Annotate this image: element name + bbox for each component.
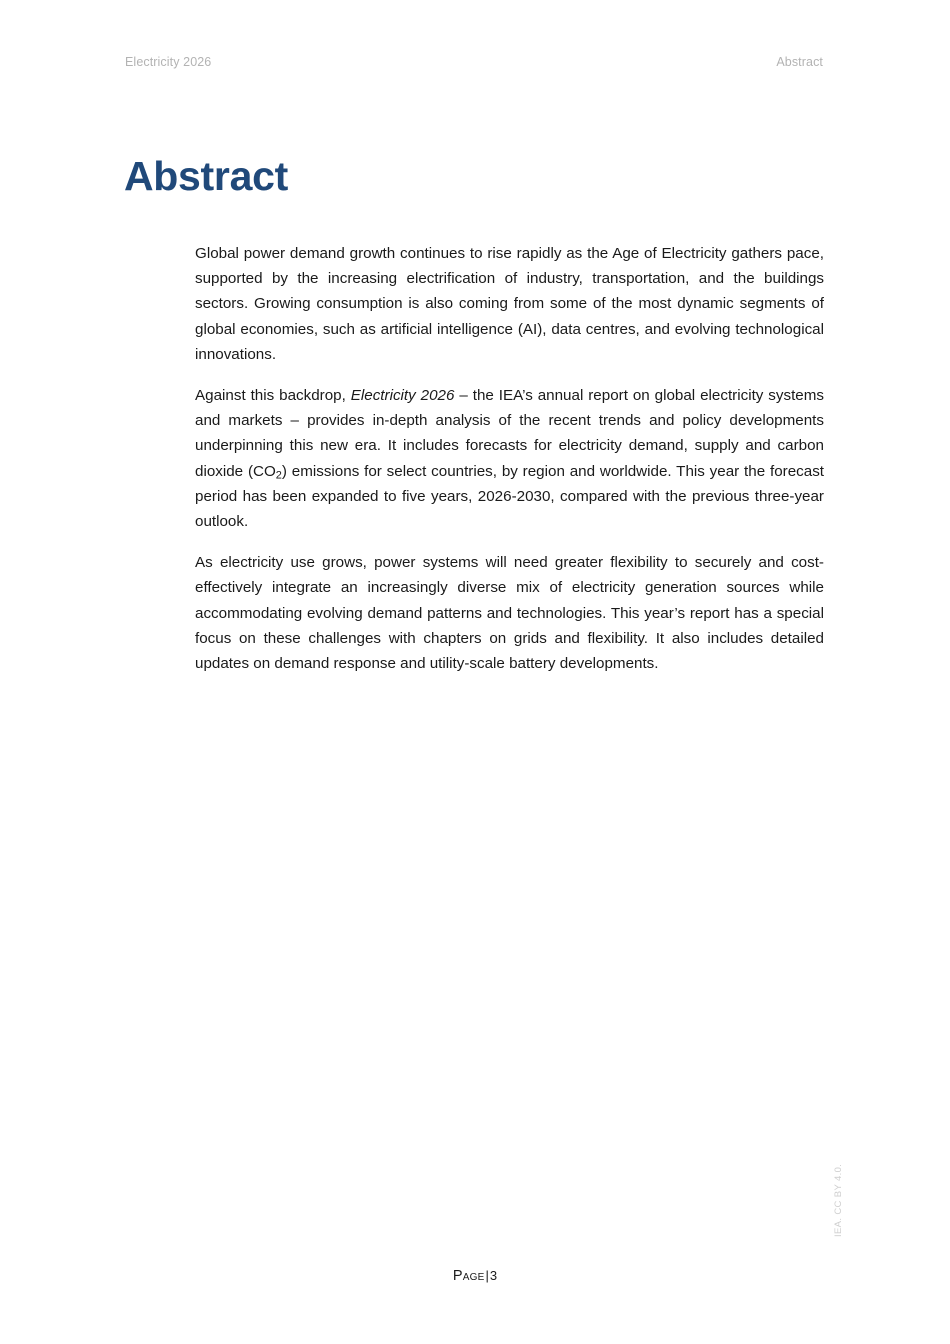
paragraph-2-text-part-2: – the IEA’s annual report on global electricity systems and markets – provides in-depth analysis of the recent trends and policy developments underpinning this new era. It includes forecasts for electricity demand, supply and carbon dioxide (CO	[195, 387, 824, 480]
footer-page-number: 3	[489, 1268, 498, 1283]
paragraph-2	[195, 383, 824, 534]
running-header-report-title: Electricity 2026	[125, 55, 212, 69]
co2-subscript: 2	[275, 469, 282, 482]
paragraph-1: Global power demand growth continues to rise rapidly as the Age of Electricity gathers pace, supported by the increasing electrification of industry, transportation, and the buildings sectors. Growing consumption is also coming from some of the most dynamic segments of global economies, such as artificial intelligence (AI), data centres, and evolving technological innovations.	[195, 245, 824, 363]
licence-notice: IEA. CC BY 4.0.	[833, 1163, 844, 1237]
footer-page-label: Page	[452, 1268, 485, 1284]
paragraph-2-text-part-3: ) emissions for select countries, by region and worldwide. This year the forecast period has been expanded to five years, 2026-2030, compared with the previous three-year outlook.	[195, 462, 825, 531]
footer-separator: |	[485, 1268, 489, 1283]
report-title-italic: Electricity 2026	[350, 387, 455, 405]
paragraph-2-text-part-1: Against this backdrop,	[195, 387, 351, 405]
page-footer	[0, 1268, 950, 1284]
paragraph-3: As electricity use grows, power systems will need greater flexibility to securely and cost-effectively integrate an increasingly diverse mix of electricity generation sources while accommodating evolving demand patterns and technologies. This year’s report has a special focus on these challenges with chapters on grids and flexibility. It also includes detailed updates on demand response and utility-scale battery developments.	[195, 554, 824, 673]
page-title: Abstract	[124, 153, 288, 200]
running-header-section-title: Abstract	[776, 55, 823, 69]
running-header	[125, 55, 823, 69]
abstract-body	[195, 241, 824, 676]
